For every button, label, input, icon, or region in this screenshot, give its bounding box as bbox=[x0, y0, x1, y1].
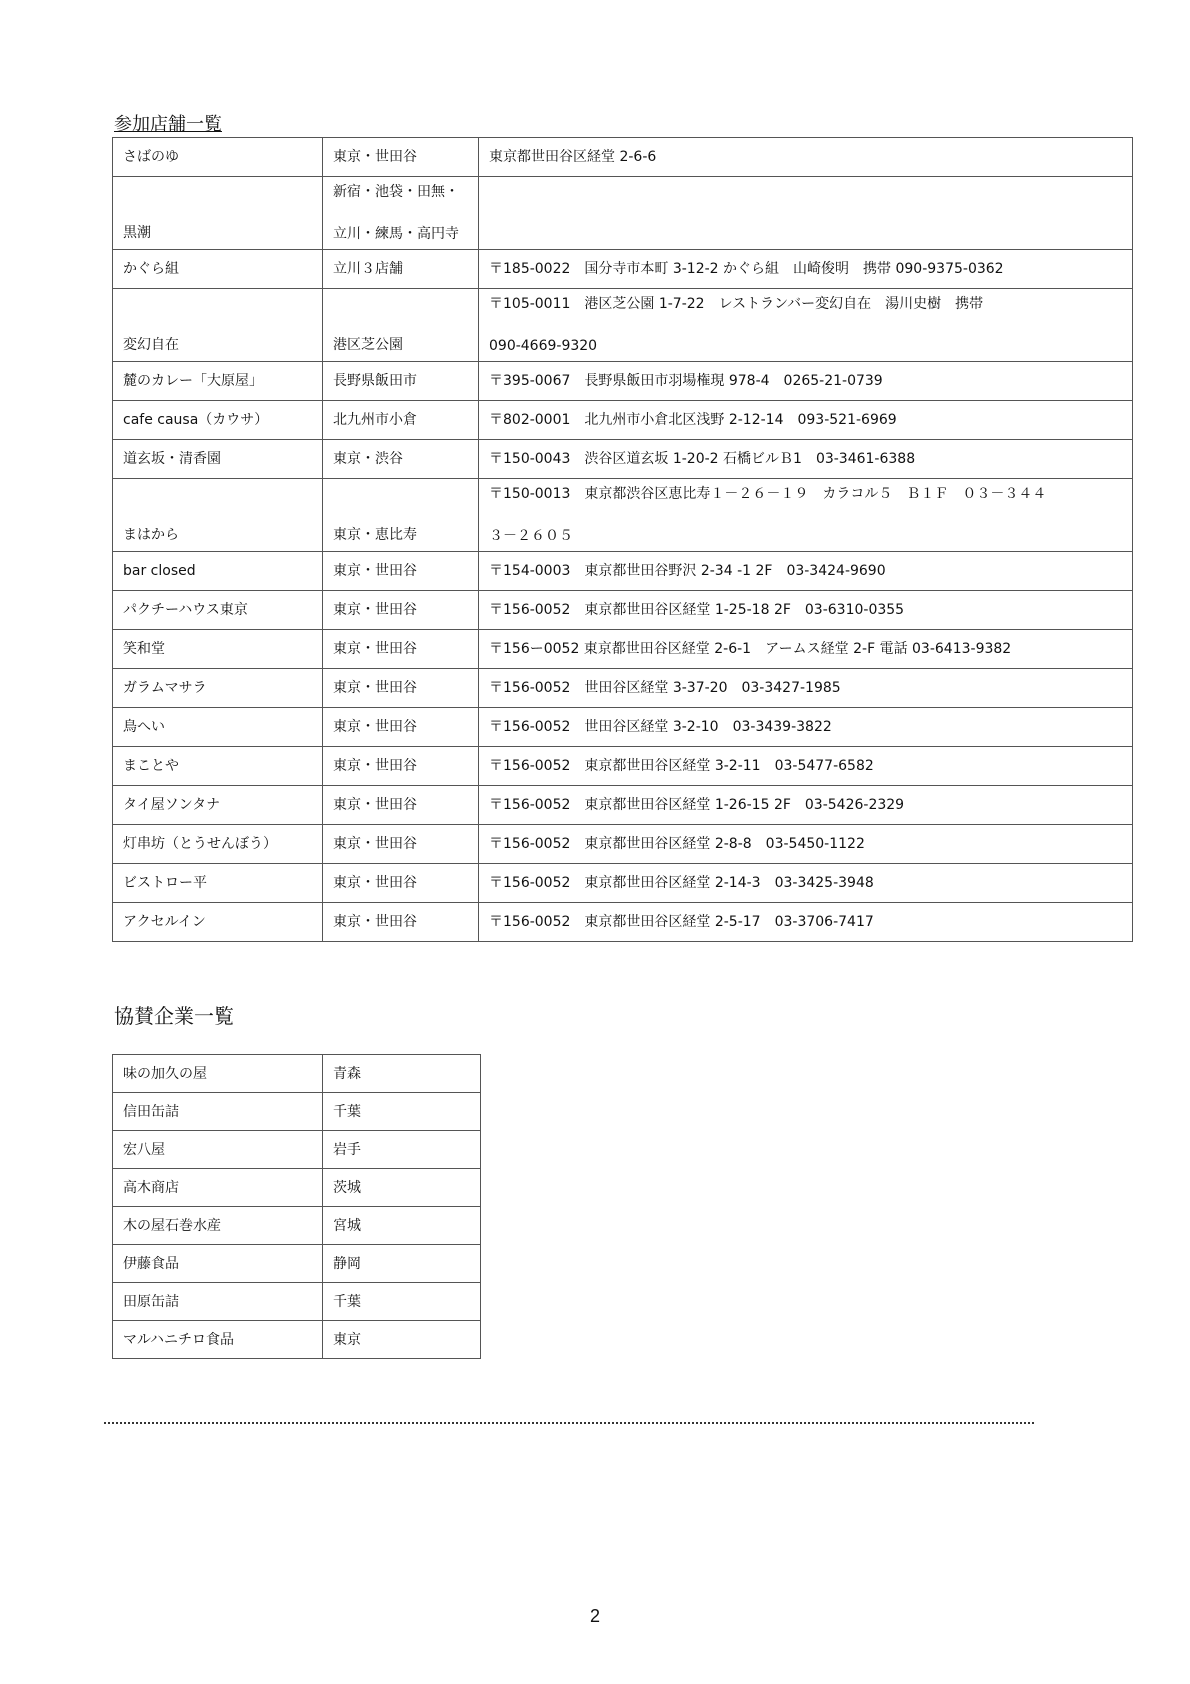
store-address: 〒156-0052 世田谷区経堂 3-37-20 03-3427-1985 bbox=[479, 669, 1133, 708]
store-address-line-1: 〒150-0013 東京都渋谷区恵比寿１－２６－１９ カラコル５ Ｂ１Ｆ ０３－３４４ bbox=[489, 486, 1047, 502]
table-row bbox=[113, 903, 1133, 942]
table-row bbox=[113, 401, 1133, 440]
stores-table bbox=[112, 137, 1133, 942]
store-area: 長野県飯田市 bbox=[323, 362, 479, 401]
store-area: 東京・世田谷 bbox=[323, 786, 479, 825]
sponsor-name: 高木商店 bbox=[113, 1169, 323, 1207]
store-name: 道玄坂・清香園 bbox=[113, 440, 323, 479]
store-area: 東京・世田谷 bbox=[323, 864, 479, 903]
sponsor-name: 宏八屋 bbox=[113, 1131, 323, 1169]
store-name: bar closed bbox=[113, 552, 323, 591]
store-area: 東京・世田谷 bbox=[323, 669, 479, 708]
store-name: 黒潮 bbox=[123, 225, 151, 241]
sponsors-section-title: 協賛企業一覧 bbox=[114, 1004, 234, 1028]
store-area: 東京・世田谷 bbox=[323, 630, 479, 669]
sponsor-prefecture: 千葉 bbox=[323, 1283, 481, 1321]
store-area: 東京・世田谷 bbox=[323, 708, 479, 747]
store-name: まことや bbox=[113, 747, 323, 786]
table-row bbox=[113, 1131, 481, 1169]
store-address: 〒154-0003 東京都世田谷野沢 2-34 -1 2F 03-3424-9690 bbox=[479, 552, 1133, 591]
store-address: 〒156-0052 東京都世田谷区経堂 1-25-18 2F 03-6310-0355 bbox=[479, 591, 1133, 630]
store-area: 東京・世田谷 bbox=[323, 903, 479, 942]
store-name-cell bbox=[113, 479, 323, 552]
store-address: 〒156-0052 東京都世田谷区経堂 2-8-8 03-5450-1122 bbox=[479, 825, 1133, 864]
sponsor-name: 田原缶詰 bbox=[113, 1283, 323, 1321]
store-name: 鳥へい bbox=[113, 708, 323, 747]
table-row bbox=[113, 1169, 481, 1207]
sponsor-name: 味の加久の屋 bbox=[113, 1055, 323, 1093]
store-area: 東京・世田谷 bbox=[323, 825, 479, 864]
sponsor-name: 木の屋石巻水産 bbox=[113, 1207, 323, 1245]
table-row bbox=[113, 747, 1133, 786]
table-row bbox=[113, 479, 1133, 552]
dotted-separator bbox=[104, 1422, 1034, 1424]
store-area: 東京・世田谷 bbox=[323, 747, 479, 786]
store-address: 〒156ー0052 東京都世田谷区経堂 2-6-1 アームス経堂 2-F 電話 03-6413-9382 bbox=[479, 630, 1133, 669]
store-area: 東京・恵比寿 bbox=[333, 527, 417, 543]
store-address: 〒156-0052 世田谷区経堂 3-2-10 03-3439-3822 bbox=[479, 708, 1133, 747]
sponsor-prefecture: 青森 bbox=[323, 1055, 481, 1093]
store-address: 〒802-0001 北九州市小倉北区浅野 2-12-14 093-521-6969 bbox=[479, 401, 1133, 440]
table-row bbox=[113, 1321, 481, 1359]
table-row bbox=[113, 177, 1133, 250]
store-name: さばのゆ bbox=[113, 138, 323, 177]
store-address-cell bbox=[479, 289, 1133, 362]
page-number: 2 bbox=[589, 1606, 600, 1626]
store-area: 東京・世田谷 bbox=[323, 591, 479, 630]
store-area-cell bbox=[323, 479, 479, 552]
table-row bbox=[113, 825, 1133, 864]
store-address: 〒156-0052 東京都世田谷区経堂 3-2-11 03-5477-6582 bbox=[479, 747, 1133, 786]
store-address-line-2: ３－２６０５ bbox=[489, 528, 573, 544]
table-row bbox=[113, 1245, 481, 1283]
store-address: 〒185-0022 国分寺市本町 3-12-2 かぐら組 山崎俊明 携帯 090-9375-0362 bbox=[479, 250, 1133, 289]
store-area: 立川３店舗 bbox=[323, 250, 479, 289]
store-area: 東京・渋谷 bbox=[323, 440, 479, 479]
store-name: ガラムマサラ bbox=[113, 669, 323, 708]
sponsors-table bbox=[112, 1054, 481, 1359]
store-address: 〒156-0052 東京都世田谷区経堂 2-5-17 03-3706-7417 bbox=[479, 903, 1133, 942]
store-address: 〒395-0067 長野県飯田市羽場権現 978-4 0265-21-0739 bbox=[479, 362, 1133, 401]
table-row bbox=[113, 864, 1133, 903]
table-row bbox=[113, 250, 1133, 289]
store-address bbox=[479, 177, 1133, 250]
table-row bbox=[113, 138, 1133, 177]
sponsor-name: 伊藤食品 bbox=[113, 1245, 323, 1283]
table-row bbox=[113, 591, 1133, 630]
store-name-cell bbox=[113, 289, 323, 362]
table-row bbox=[113, 786, 1133, 825]
sponsor-prefecture: 千葉 bbox=[323, 1093, 481, 1131]
table-row bbox=[113, 289, 1133, 362]
store-area: 北九州市小倉 bbox=[323, 401, 479, 440]
table-row bbox=[113, 440, 1133, 479]
store-area: 港区芝公園 bbox=[333, 337, 403, 353]
store-name: アクセルイン bbox=[113, 903, 323, 942]
sponsor-name: 信田缶詰 bbox=[113, 1093, 323, 1131]
sponsor-prefecture: 静岡 bbox=[323, 1245, 481, 1283]
store-name: 灯串坊（とうせんぼう） bbox=[113, 825, 323, 864]
store-address: 〒156-0052 東京都世田谷区経堂 2-14-3 03-3425-3948 bbox=[479, 864, 1133, 903]
store-name: ビストロー平 bbox=[113, 864, 323, 903]
store-address: 〒150-0043 渋谷区道玄坂 1-20-2 石橋ビルＢ1 03-3461-6388 bbox=[479, 440, 1133, 479]
stores-section-title: 参加店舗一覧 bbox=[114, 114, 222, 135]
store-area-line-1: 新宿・池袋・田無・ bbox=[333, 184, 459, 200]
store-name: 麓のカレー「大原屋」 bbox=[113, 362, 323, 401]
store-area: 東京・世田谷 bbox=[323, 552, 479, 591]
sponsor-prefecture: 宮城 bbox=[323, 1207, 481, 1245]
store-area-cell bbox=[323, 289, 479, 362]
table-row bbox=[113, 708, 1133, 747]
store-name: かぐら組 bbox=[113, 250, 323, 289]
store-address: 〒156-0052 東京都世田谷区経堂 1-26-15 2F 03-5426-2329 bbox=[479, 786, 1133, 825]
store-name: まはから bbox=[123, 527, 179, 543]
table-row bbox=[113, 1207, 481, 1245]
table-row bbox=[113, 552, 1133, 591]
store-area-cell bbox=[323, 177, 479, 250]
sponsor-prefecture: 茨城 bbox=[323, 1169, 481, 1207]
store-name: 変幻自在 bbox=[123, 337, 179, 353]
table-row bbox=[113, 1055, 481, 1093]
table-row bbox=[113, 1283, 481, 1321]
store-name: 笑和堂 bbox=[113, 630, 323, 669]
store-address: 東京都世田谷区経堂 2-6-6 bbox=[479, 138, 1133, 177]
store-address-cell bbox=[479, 479, 1133, 552]
store-name: cafe causa（カウサ） bbox=[113, 401, 323, 440]
store-name-cell bbox=[113, 177, 323, 250]
table-row bbox=[113, 669, 1133, 708]
store-address-line-2: 090-4669-9320 bbox=[489, 338, 598, 354]
table-row bbox=[113, 1093, 481, 1131]
table-row bbox=[113, 362, 1133, 401]
store-address-line-1: 〒105-0011 港区芝公園 1-7-22 レストランバー変幻自在 湯川史樹 携帯 bbox=[489, 296, 984, 312]
table-row bbox=[113, 630, 1133, 669]
sponsor-prefecture: 岩手 bbox=[323, 1131, 481, 1169]
sponsor-prefecture: 東京 bbox=[323, 1321, 481, 1359]
sponsor-name: マルハニチロ食品 bbox=[113, 1321, 323, 1359]
store-area-line-2: 立川・練馬・高円寺 bbox=[333, 226, 459, 242]
store-area: 東京・世田谷 bbox=[323, 138, 479, 177]
store-name: パクチーハウス東京 bbox=[113, 591, 323, 630]
store-name: タイ屋ソンタナ bbox=[113, 786, 323, 825]
